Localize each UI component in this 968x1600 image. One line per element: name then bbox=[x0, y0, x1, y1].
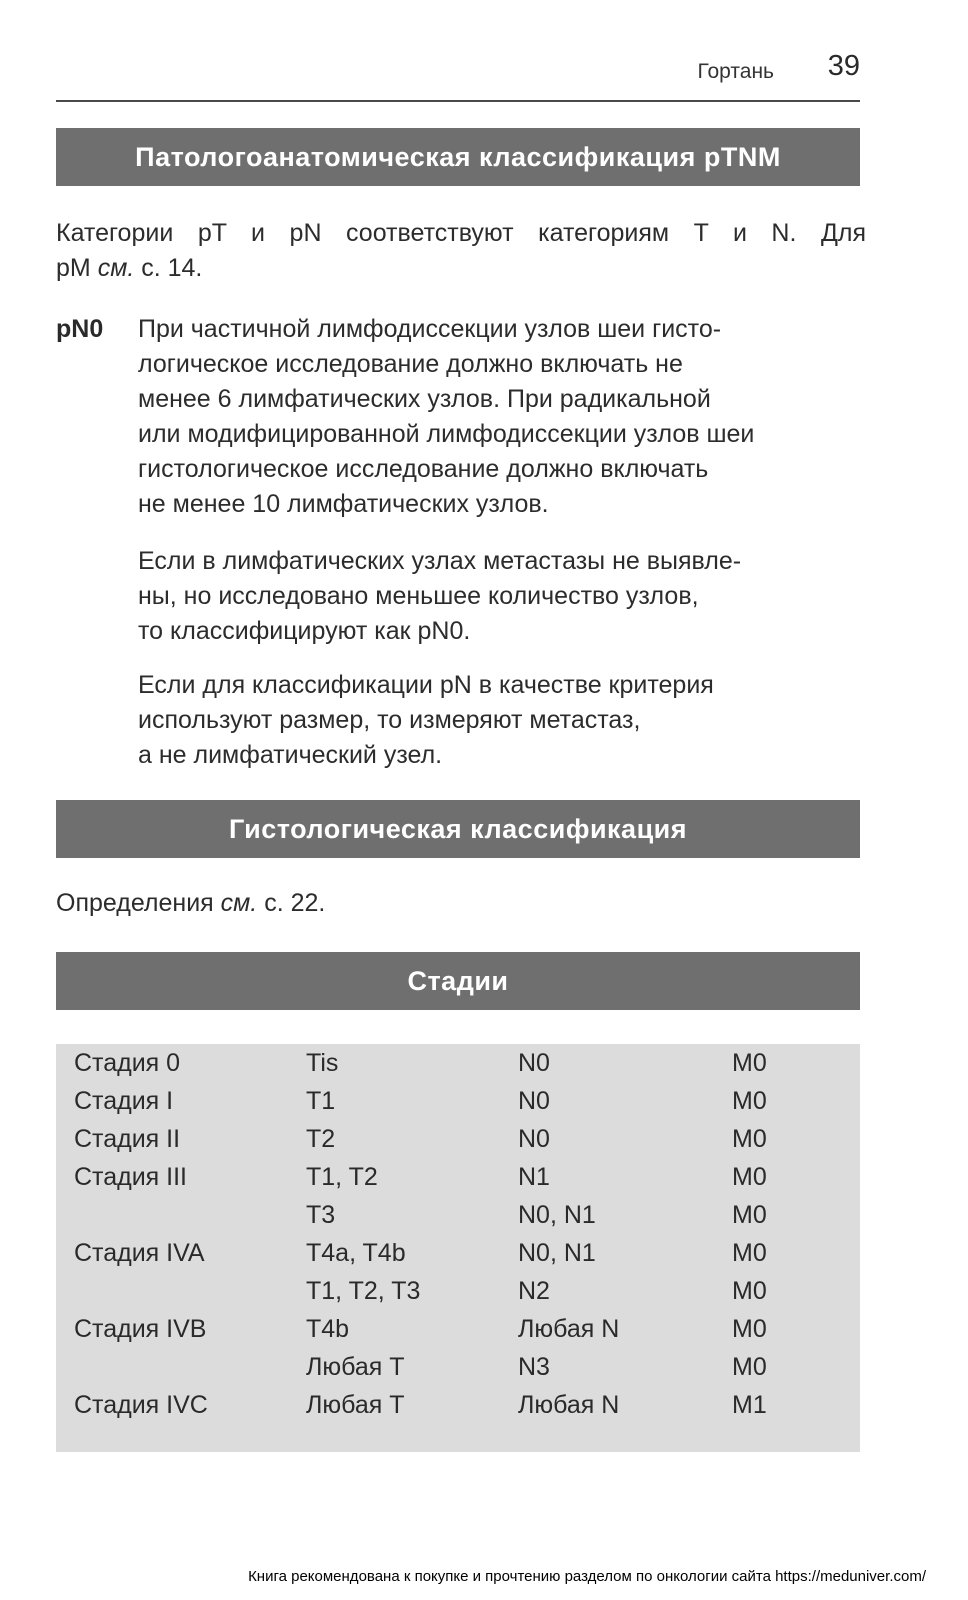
table-row bbox=[56, 1082, 860, 1120]
text-line: или модифицированной лимфодиссекции узлов шеи bbox=[138, 420, 755, 448]
stage-cell: Стадия II bbox=[74, 1125, 181, 1153]
intro-line-2 bbox=[56, 251, 866, 286]
m-cell: M0 bbox=[732, 1125, 767, 1153]
page-header bbox=[56, 44, 860, 102]
t-cell: T4a, T4b bbox=[306, 1239, 406, 1267]
stage-cell: Стадия IVB bbox=[74, 1315, 207, 1343]
section-heading-ptnm: Патологоанатомическая классификация pTNM bbox=[56, 128, 860, 186]
m-cell: M0 bbox=[732, 1239, 767, 1267]
histology-line bbox=[56, 886, 866, 921]
pn0-definition-para-2 bbox=[138, 544, 868, 649]
n-cell: N1 bbox=[518, 1163, 550, 1191]
n-cell: N0, N1 bbox=[518, 1239, 596, 1267]
histology-italic-ref: см. bbox=[220, 889, 258, 917]
text-line: логическое исследование должно включать не bbox=[138, 350, 683, 378]
table-row bbox=[56, 1310, 860, 1348]
intro-italic-ref: см. bbox=[97, 254, 135, 282]
t-cell: T4b bbox=[306, 1315, 350, 1343]
m-cell: M0 bbox=[732, 1201, 767, 1229]
t-cell: T2 bbox=[306, 1125, 336, 1153]
n-cell: N0, N1 bbox=[518, 1201, 596, 1229]
intro-paragraph bbox=[56, 216, 866, 286]
t-cell: Tis bbox=[306, 1049, 339, 1077]
pn0-definition-para-3 bbox=[138, 668, 868, 773]
t-cell: T1, T2, T3 bbox=[306, 1277, 421, 1305]
table-row bbox=[56, 1044, 860, 1082]
footer-note: Книга рекомендована к покупке и прочтению разделом по онкологии сайта https://meduniver.com/ bbox=[248, 1568, 926, 1585]
text-line: а не лимфатический узел. bbox=[138, 741, 443, 769]
t-cell: Любая T bbox=[306, 1391, 405, 1419]
intro-line-2-post: с. 14. bbox=[134, 254, 203, 282]
n-cell: N2 bbox=[518, 1277, 550, 1305]
m-cell: M0 bbox=[732, 1049, 767, 1077]
page-number: 39 bbox=[827, 50, 860, 82]
t-cell: Любая T bbox=[306, 1353, 405, 1381]
section-heading-stages: Стадии bbox=[56, 952, 860, 1010]
intro-line-1: Категории pT и pN соответствуют категориям T и N. Для bbox=[56, 219, 866, 247]
m-cell: M1 bbox=[732, 1391, 767, 1419]
table-row bbox=[56, 1386, 860, 1424]
intro-line-2-pre: pM bbox=[56, 254, 98, 282]
text-line: ны, но исследовано меньшее количество узлов, bbox=[138, 582, 699, 610]
table-row bbox=[56, 1272, 860, 1310]
n-cell: N3 bbox=[518, 1353, 550, 1381]
pn0-term: pN0 bbox=[56, 315, 104, 343]
n-cell: N0 bbox=[518, 1087, 550, 1115]
table-row bbox=[56, 1158, 860, 1196]
table-row bbox=[56, 1348, 860, 1386]
table-row bbox=[56, 1234, 860, 1272]
m-cell: M0 bbox=[732, 1277, 767, 1305]
t-cell: T1, T2 bbox=[306, 1163, 378, 1191]
t-cell: T1 bbox=[306, 1087, 336, 1115]
histology-post: с. 22. bbox=[257, 889, 326, 917]
stage-cell: Стадия I bbox=[74, 1087, 174, 1115]
n-cell: N0 bbox=[518, 1125, 550, 1153]
text-line: не менее 10 лимфатических узлов. bbox=[138, 490, 549, 518]
n-cell: Любая N bbox=[518, 1391, 620, 1419]
text-line: используют размер, то измеряют метастаз, bbox=[138, 706, 641, 734]
stages-table bbox=[56, 1044, 860, 1452]
m-cell: M0 bbox=[732, 1315, 767, 1343]
stage-cell: Стадия IVC bbox=[74, 1391, 208, 1419]
m-cell: M0 bbox=[732, 1163, 767, 1191]
n-cell: Любая N bbox=[518, 1315, 620, 1343]
m-cell: M0 bbox=[732, 1087, 767, 1115]
histology-paragraph bbox=[56, 886, 866, 921]
table-row bbox=[56, 1120, 860, 1158]
stage-cell: Стадия IVA bbox=[74, 1239, 205, 1267]
t-cell: T3 bbox=[306, 1201, 336, 1229]
stage-cell: Стадия III bbox=[74, 1163, 188, 1191]
running-head: Гортань bbox=[697, 60, 774, 83]
text-line: При частичной лимфодиссекции узлов шеи гисто- bbox=[138, 315, 722, 343]
text-line: Если для классификации pN в качестве критерия bbox=[138, 671, 714, 699]
m-cell: M0 bbox=[732, 1353, 767, 1381]
text-line: гистологическое исследование должно включать bbox=[138, 455, 709, 483]
pn0-definition-para-1 bbox=[138, 312, 868, 522]
text-line: Если в лимфатических узлах метастазы не выявле- bbox=[138, 547, 742, 575]
text-line: то классифицируют как pN0. bbox=[138, 617, 471, 645]
stage-cell: Стадия 0 bbox=[74, 1049, 181, 1077]
n-cell: N0 bbox=[518, 1049, 550, 1077]
section-heading-histology: Гистологическая классификация bbox=[56, 800, 860, 858]
histology-pre: Определения bbox=[56, 889, 221, 917]
table-row bbox=[56, 1196, 860, 1234]
text-line: менее 6 лимфатических узлов. При радикальной bbox=[138, 385, 711, 413]
